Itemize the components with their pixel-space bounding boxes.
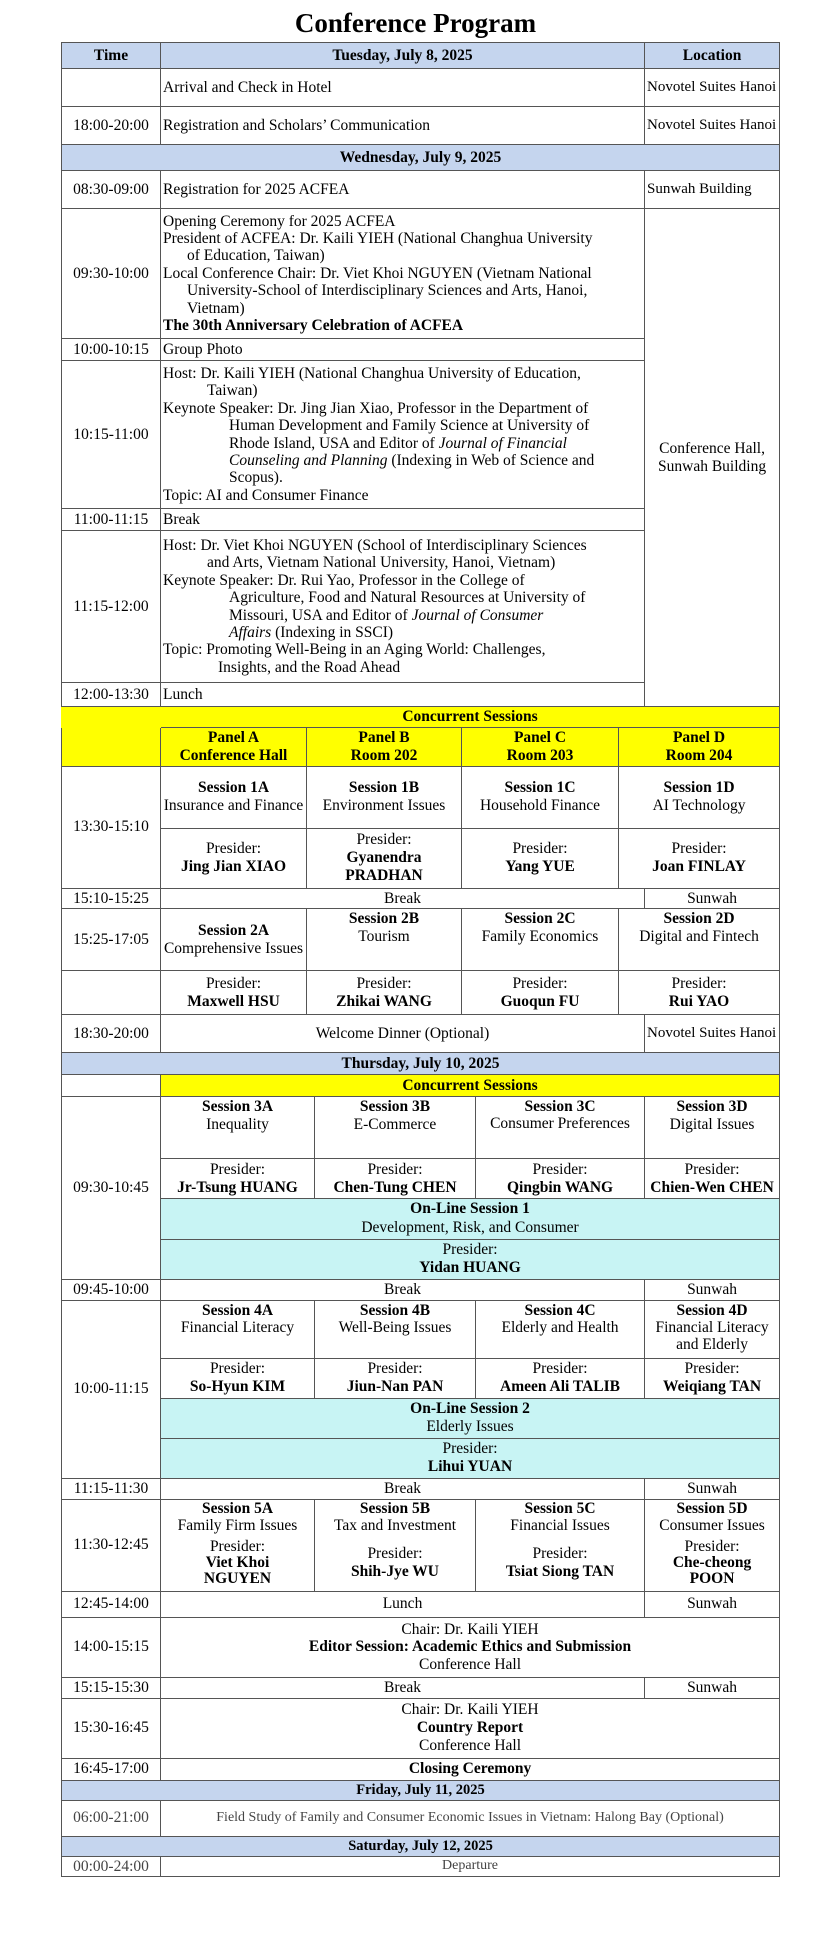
presider-5b: Presider: Shih-Jye WU xyxy=(315,1535,476,1591)
session-1d: Session 1D AI Technology xyxy=(619,766,780,828)
table-row: 18:00-20:00 Registration and Scholars’ Communication Novotel Suites Hanoi xyxy=(62,107,780,145)
table-row: 15:30-16:45 Chair: Dr. Kaili YIEH Country Report Conference Hall xyxy=(62,1698,780,1758)
event-cell: Lunch xyxy=(161,683,645,707)
presider-4c: Presider: Ameen Ali TALIB xyxy=(476,1358,645,1398)
table-row: 09:30-10:00 Opening Ceremony for 2025 ACFEA President of ACFEA: Dr. Kaili YIEH (National Changhua University of Education, Taiwan) Local Conference Chair: Dr. Viet Khoi NGUYEN (Vietnam National University-School of Interdisciplinary Sciences and Arts, Hanoi, Vietnam) The 30th Anniversary Celebration of ACFEA Conference Hall, Sunwah Building xyxy=(62,209,780,339)
header-time: Time xyxy=(62,43,161,69)
event-cell: Break xyxy=(161,509,645,531)
presider-3a: Presider: Jr-Tsung HUANG xyxy=(161,1159,315,1199)
event-cell: Lunch xyxy=(161,1591,645,1617)
table-row xyxy=(62,1398,780,1438)
presider-2b: Presider: Zhikai WANG xyxy=(307,971,462,1015)
presider-1b: Presider: Gyanendra PRADHAN xyxy=(307,828,462,888)
session-3a: Session 3A Inequality xyxy=(161,1097,315,1159)
session-2c: Session 2C Family Economics xyxy=(462,909,619,971)
table-row xyxy=(62,1438,780,1478)
location-cell: Novotel Suites Hanoi xyxy=(645,107,780,145)
online-session-2-presider: Presider: Lihui YUAN xyxy=(161,1438,780,1478)
header-day: Tuesday, July 8, 2025 xyxy=(161,43,645,69)
presider-4b: Presider: Jiun-Nan PAN xyxy=(315,1358,476,1398)
day-header-thursday: Thursday, July 10, 2025 xyxy=(62,1053,780,1075)
table-row: 15:25-17:05 Session 2A Comprehensive Issues Session 2B Tourism Session 2C Family Economics Session 2D Digital and Fintech xyxy=(62,909,780,971)
page-title: Conference Program xyxy=(294,8,537,38)
session-2b: Session 2B Tourism xyxy=(307,909,462,971)
presider-2d: Presider: Rui YAO xyxy=(619,971,780,1015)
panel-row xyxy=(62,728,780,767)
event-cell: Welcome Dinner (Optional) xyxy=(161,1015,645,1053)
table-row: 12:00-13:30 Lunch xyxy=(62,683,780,707)
session-2d: Session 2D Digital and Fintech xyxy=(619,909,780,971)
header-location: Location xyxy=(645,43,780,69)
table-row xyxy=(62,1358,780,1398)
conference-hall-location: Conference Hall, Sunwah Building xyxy=(645,209,780,707)
table-row: 12:45-14:00 Lunch Sunwah xyxy=(62,1591,780,1617)
location-cell: Sunwah xyxy=(645,1279,780,1300)
session-5b: Session 5B Tax and Investment xyxy=(315,1499,476,1535)
event-cell: Break xyxy=(161,888,645,909)
event-cell: Break xyxy=(161,1677,645,1698)
session-1a: Session 1A Insurance and Finance xyxy=(161,766,307,828)
table-row: 10:00-10:15 Group Photo xyxy=(62,339,780,361)
table-row: 11:15-12:00 Host: Dr. Viet Khoi NGUYEN (School of Interdisciplinary Sciences and Arts, Vietnam National University, Hanoi, Vietnam) Keynote Speaker: Dr. Rui Yao, Professor in the College of Agriculture, Food and Natural Resources at University of Missouri, USA and Editor of Journal of Consumer Affairs (Indexing in SSCI) Topic: Promoting Well-Being in an Aging World: Challenges, Insights, and the Road Ahead xyxy=(62,531,780,683)
presider-5d: Presider: Che-cheong POON xyxy=(645,1535,780,1591)
session-4d: Session 4D Financial Literacy and Elderly xyxy=(645,1300,780,1358)
online-session-1-presider: Presider: Yidan HUANG xyxy=(161,1239,780,1279)
location-cell: Sunwah xyxy=(645,1677,780,1698)
presider-5c: Presider: Tsiat Siong TAN xyxy=(476,1535,645,1591)
event-cell: Departure xyxy=(161,1856,780,1877)
session-5c: Session 5C Financial Issues xyxy=(476,1499,645,1535)
table-row xyxy=(62,1199,780,1239)
table-row: 16:45-17:00 Closing Ceremony xyxy=(62,1758,780,1780)
location-cell: Novotel Suites Hanoi xyxy=(645,69,780,107)
session-3c: Session 3C Consumer Preferences xyxy=(476,1097,645,1159)
table-row: 15:10-15:25 Break Sunwah xyxy=(62,888,780,909)
table-row xyxy=(62,1159,780,1199)
event-cell: Field Study of Family and Consumer Economic Issues in Vietnam: Halong Bay (Optional) xyxy=(161,1800,780,1836)
table-row xyxy=(62,1535,780,1591)
online-session-1: On-Line Session 1 Development, Risk, and Consumer xyxy=(161,1199,780,1239)
panel-c: Panel C Room 203 xyxy=(462,728,619,767)
session-5d: Session 5D Consumer Issues xyxy=(645,1499,780,1535)
presider-3c: Presider: Qingbin WANG xyxy=(476,1159,645,1199)
presider-4a: Presider: So-Hyun KIM xyxy=(161,1358,315,1398)
day-header-saturday: Saturday, July 12, 2025 xyxy=(62,1836,780,1856)
keynote-2-cell: Host: Dr. Viet Khoi NGUYEN (School of Interdisciplinary Sciences and Arts, Vietnam National University, Hanoi, Vietnam) Keynote Speaker: Dr. Rui Yao, Professor in the College of Agriculture, Food and Natural Resources at University of Missouri, USA and Editor of Journal of Consumer Affairs (Indexing in SSCI) Topic: Promoting Well-Being in an Aging World: Challenges, Insights, and the Road Ahead xyxy=(161,531,645,683)
presider-5a: Presider: Viet Khoi NGUYEN xyxy=(161,1535,315,1591)
event-cell: Group Photo xyxy=(161,339,645,361)
presider-4d: Presider: Weiqiang TAN xyxy=(645,1358,780,1398)
location-cell: Sunwah xyxy=(645,888,780,909)
country-report-session: Chair: Dr. Kaili YIEH Country Report Conference Hall xyxy=(161,1698,780,1758)
presider-2a: Presider: Maxwell HSU xyxy=(161,971,307,1015)
keynote-1-cell: Host: Dr. Kaili YIEH (National Changhua University of Education, Taiwan) Keynote Speaker: Dr. Jing Jian Xiao, Professor in the Department of Human Development and Family Science at University of Rhode Island, USA and Editor of Journal of Financial Counseling and Planning (Indexing in Web of Science and Scopus). Topic: AI and Consumer Finance xyxy=(161,361,645,509)
table-row: 10:15-11:00 Host: Dr. Kaili YIEH (National Changhua University of Education, Taiwan) Keynote Speaker: Dr. Jing Jian Xiao, Professor in the Department of Human Development and Family Science at University of Rhode Island, USA and Editor of Journal of Financial Counseling and Planning (Indexing in Web of Science and Scopus). Topic: AI and Consumer Finance xyxy=(62,361,780,509)
session-4a: Session 4A Financial Literacy xyxy=(161,1300,315,1358)
program-table xyxy=(61,42,780,1877)
panel-d: Panel D Room 204 xyxy=(619,728,780,767)
session-3b: Session 3B E-Commerce xyxy=(315,1097,476,1159)
table-row: 13:30-15:10 Session 1A Insurance and Finance Session 1B Environment Issues Session 1C Household Finance Session 1D AI Technology xyxy=(62,766,780,828)
table-row: 11:15-11:30 Break Sunwah xyxy=(62,1479,780,1500)
presider-1d: Presider: Joan FINLAY xyxy=(619,828,780,888)
event-cell: Break xyxy=(161,1479,645,1500)
session-1c: Session 1C Household Finance xyxy=(462,766,619,828)
session-5a: Session 5A Family Firm Issues xyxy=(161,1499,315,1535)
presider-2c: Presider: Guoqun FU xyxy=(462,971,619,1015)
location-cell: Sunwah xyxy=(645,1479,780,1500)
event-cell: Registration for 2025 ACFEA xyxy=(161,171,645,209)
session-1b: Session 1B Environment Issues xyxy=(307,766,462,828)
table-row: 00:00-24:00 Departure xyxy=(62,1856,780,1877)
location-cell: Novotel Suites Hanoi xyxy=(645,1015,780,1053)
concurrent-sessions-banner: Concurrent Sessions xyxy=(161,707,780,728)
event-cell: Registration and Scholars’ Communication xyxy=(161,107,645,145)
panel-b: Panel B Room 202 xyxy=(307,728,462,767)
opening-ceremony-cell: Opening Ceremony for 2025 ACFEA President of ACFEA: Dr. Kaili YIEH (National Changhua University of Education, Taiwan) Local Conference Chair: Dr. Viet Khoi NGUYEN (Vietnam National University-School of Interdisciplinary Sciences and Arts, Hanoi, Vietnam) The 30th Anniversary Celebration of ACFEA xyxy=(161,209,645,339)
online-session-2: On-Line Session 2 Elderly Issues xyxy=(161,1398,780,1438)
event-cell: Break xyxy=(161,1279,645,1300)
table-row: 14:00-15:15 Chair: Dr. Kaili YIEH Editor Session: Academic Ethics and Submission Conference Hall xyxy=(62,1617,780,1677)
session-4b: Session 4B Well-Being Issues xyxy=(315,1300,476,1358)
table-row: 08:30-09:00 Registration for 2025 ACFEA Sunwah Building xyxy=(62,171,780,209)
table-row: 15:15-15:30 Break Sunwah xyxy=(62,1677,780,1698)
location-cell: Sunwah xyxy=(645,1591,780,1617)
editor-session: Chair: Dr. Kaili YIEH Editor Session: Academic Ethics and Submission Conference Hall xyxy=(161,1617,780,1677)
day-header-friday: Friday, July 11, 2025 xyxy=(62,1780,780,1800)
presider-3d: Presider: Chien-Wen CHEN xyxy=(645,1159,780,1199)
session-2a: Session 2A Comprehensive Issues xyxy=(161,909,307,971)
table-row xyxy=(62,69,780,107)
table-row: 11:00-11:15 Break xyxy=(62,509,780,531)
day-header-wednesday: Wednesday, July 9, 2025 xyxy=(62,145,780,171)
concurrent-sessions-banner: Concurrent Sessions xyxy=(161,1075,780,1097)
table-row: 09:45-10:00 Break Sunwah xyxy=(62,1279,780,1300)
table-row: 18:30-20:00 Welcome Dinner (Optional) Novotel Suites Hanoi xyxy=(62,1015,780,1053)
table-row: 11:30-12:45 Session 5A Family Firm Issues Session 5B Tax and Investment Session 5C Financial Issues Session 5D Consumer Issues xyxy=(62,1499,780,1535)
table-row: 09:30-10:45 Session 3A Inequality Session 3B E-Commerce Session 3C Consumer Preferences Session 3D Digital Issues xyxy=(62,1097,780,1159)
table-row: 06:00-21:00 Field Study of Family and Consumer Economic Issues in Vietnam: Halong Bay (Optional) xyxy=(62,1800,780,1836)
presider-1c: Presider: Yang YUE xyxy=(462,828,619,888)
presider-1a: Presider: Jing Jian XIAO xyxy=(161,828,307,888)
table-row xyxy=(62,828,780,888)
location-cell: Sunwah Building xyxy=(645,171,780,209)
table-row: 10:00-11:15 Session 4A Financial Literacy Session 4B Well-Being Issues Session 4C Elderly and Health Session 4D Financial Literacy and Elderly xyxy=(62,1300,780,1358)
session-3d: Session 3D Digital Issues xyxy=(645,1097,780,1159)
session-4c: Session 4C Elderly and Health xyxy=(476,1300,645,1358)
table-row xyxy=(62,1239,780,1279)
table-row xyxy=(62,971,780,1015)
closing-ceremony: Closing Ceremony xyxy=(161,1758,780,1780)
event-cell: Arrival and Check in Hotel xyxy=(161,69,645,107)
presider-3b: Presider: Chen-Tung CHEN xyxy=(315,1159,476,1199)
panel-a: Panel A Conference Hall xyxy=(161,728,307,767)
